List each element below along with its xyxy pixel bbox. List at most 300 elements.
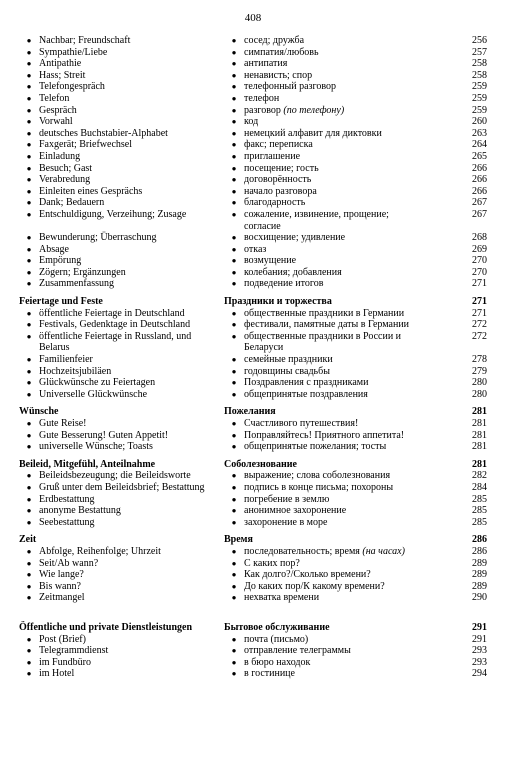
entry-ru-main: Счастливого путешествия! [244,418,359,429]
bullet-icon: ● [26,209,32,219]
entry-de [19,430,224,442]
heading-de-text: Feiertage und Feste [19,296,103,308]
entry-de-text: Telegrammdienst [39,645,109,657]
entry-ru-main: Поправляйтесь! Приятного аппетита! [244,429,405,441]
entry-de-text: Einladung [39,150,81,162]
entry-de [19,197,224,209]
bullet-icon: ● [231,308,237,318]
entry-ru-text [244,116,427,128]
entry-ru-main: выражение; слова соболезнования [244,470,391,482]
entry-ru [224,174,427,186]
entry-page: 266 [472,162,487,174]
bullet-icon: ● [231,546,237,556]
heading-de-text: Wünsche [19,406,59,418]
entry-page: 281 [472,441,487,453]
bullet-icon: ● [26,558,32,568]
entry-ru [224,139,427,151]
bullet-icon: ● [26,471,32,481]
entry-ru-main: начало разговора [244,185,317,197]
entry-ru-main: отправление телеграммы [244,645,351,657]
entry-ru-text [244,470,427,482]
entry-de-text: Besuch; Gast [39,162,93,174]
entry-de [19,558,224,570]
toc-entry [19,278,487,290]
toc-entry [19,81,487,93]
entry-ru [224,255,427,267]
entry-ru-main: факс; переписка [244,139,313,151]
bullet-icon: ● [26,331,32,341]
entry-de-text: Faxgerät; Briefwechsel [39,139,133,151]
entry-ru [224,505,427,517]
entry-de-text: Telefon [39,92,70,104]
toc-entry [19,197,487,209]
entry-ru-text [244,174,427,186]
entry-de [19,174,224,186]
toc-section [19,528,487,604]
heading-ru-text: Время [224,534,253,546]
toc-entry [19,470,487,482]
entry-de [19,58,224,70]
bullet-icon: ● [26,320,32,330]
entry-de-text: Zögern; Ergänzungen [39,266,126,278]
entry-de [19,645,224,657]
entry-page: 260 [472,116,487,128]
entry-ru-main: подпись в конце письма; похороны [244,481,394,493]
toc-entry [19,93,487,105]
toc-entry [19,174,487,186]
entry-ru-main: захоронение в море [244,516,328,528]
entry-page: 263 [472,127,487,139]
bullet-icon: ● [231,70,237,80]
entry-ru-text [244,308,427,320]
bullet-icon: ● [26,47,32,57]
entry-ru-text [244,209,427,232]
toc-entry [19,128,487,140]
entry-de [19,377,224,389]
entry-de [19,209,224,221]
bullet-icon: ● [26,581,32,591]
entry-de-text: Seebestattung [39,516,95,528]
entry-ru [224,634,427,646]
toc-entry [19,255,487,267]
toc-entry [19,482,487,494]
bullet-icon: ● [231,419,237,428]
entry-page: 291 [472,633,487,645]
entry-page: 266 [472,185,487,197]
bullet-icon: ● [231,59,237,69]
entry-ru-text [244,244,427,256]
heading-ru [224,459,427,471]
bullet-icon: ● [26,59,32,69]
entry-ru-text [244,197,427,209]
toc-entry [19,331,487,354]
bullet-icon: ● [231,442,237,452]
entry-ru-main: ненависть; спор [244,69,313,81]
bullet-icon: ● [26,128,32,138]
toc-section [19,453,487,529]
bullet-icon: ● [26,93,32,103]
toc-section [19,400,487,452]
entry-de-text: Wie lange? [39,569,84,581]
heading-ru [224,622,427,634]
entry-page: 285 [472,516,487,528]
entry-de-text: Erdbestattung [39,493,95,505]
toc-entry [19,505,487,517]
entry-ru [224,319,427,331]
entry-de-text: Gute Besserung! Guten Appetit! [39,429,169,441]
bullet-icon: ● [26,517,32,527]
entry-ru-text [244,441,427,453]
bullet-icon: ● [231,186,237,196]
entry-ru [224,70,427,82]
entry-ru [224,657,427,669]
toc-entry [19,163,487,175]
toc-entry [19,209,487,232]
bullet-icon: ● [231,36,237,45]
entry-de [19,93,224,105]
entry-ru-main: в бюро находок [244,656,311,668]
entry-ru-text [244,151,427,163]
entry-de-text: Entschuldigung, Verzeihung; Zusage [39,208,187,220]
entry-de [19,470,224,482]
entry-de [19,546,224,558]
entry-page: 289 [472,557,487,569]
entry-ru [224,81,427,93]
bullet-icon: ● [231,117,237,127]
entry-ru-text [244,163,427,175]
page-number: 408 [244,12,262,24]
entry-de [19,244,224,256]
bullet-icon: ● [231,233,237,243]
entry-ru-text [244,81,427,93]
heading-page: 271 [472,296,487,308]
entry-ru-text [244,430,427,442]
entry-de [19,128,224,140]
bullet-icon: ● [231,355,237,365]
toc-entry [19,657,487,669]
entry-de [19,151,224,163]
bullet-icon: ● [231,128,237,138]
toc-entry [19,232,487,244]
entry-page: 266 [472,174,487,186]
entry-ru [224,58,427,70]
entry-ru-main: отказ [244,243,267,255]
entry-de-text: Universelle Glückwünsche [39,388,148,400]
bullet-icon: ● [26,117,32,127]
entry-ru [224,186,427,198]
entry-page: 259 [472,92,487,104]
bullet-icon: ● [26,175,32,185]
entry-page: 270 [472,255,487,267]
entry-ru-text [244,558,427,570]
entry-ru-text [244,668,427,680]
heading-ru [224,296,427,308]
toc-entry [19,35,487,47]
entry-ru [224,331,427,354]
entry-ru [224,470,427,482]
toc-entry [19,546,487,558]
bullet-icon: ● [231,430,237,440]
entry-ru-text [244,93,427,105]
entry-de-text: anonyme Bestattung [39,505,121,517]
entry-page: 280 [472,388,487,400]
entry-ru-main: телефон [244,92,280,104]
entry-page: 289 [472,569,487,581]
entry-ru-main: семейные праздники [244,354,333,366]
entry-page: 278 [472,354,487,366]
entry-ru-text [244,592,427,604]
entry-ru [224,116,427,128]
entry-de-text: Beileidsbezeugung; die Beileidsworte [39,470,191,482]
entry-page: 285 [472,505,487,517]
section-heading [19,296,487,308]
entry-ru-text [244,128,427,140]
toc-entry [19,645,487,657]
entry-de [19,581,224,593]
entry-de [19,116,224,128]
bullet-icon: ● [26,36,32,45]
entry-ru [224,430,427,442]
heading-page: 281 [472,458,487,470]
entry-de-text: Nachbar; Freundschaft [39,35,131,46]
entry-ru [224,645,427,657]
entry-de-text: Hass; Streit [39,69,86,81]
entry-de [19,418,224,430]
entry-page: 268 [472,232,487,244]
entry-ru-text [244,505,427,517]
entry-page: 257 [472,46,487,58]
entry-ru-main: последовательность; время [244,545,360,557]
entry-ru-main: посещение; гость [244,162,319,174]
bullet-icon: ● [26,378,32,388]
bullet-icon: ● [26,570,32,580]
entry-de-text: im Fundbüro [39,656,91,668]
entry-ru-main: общественные праздники в России и Беларуси [244,330,402,354]
entry-page: 293 [472,645,487,657]
entry-de [19,255,224,267]
entry-de [19,163,224,175]
entry-ru-main: сожаление, извинение, прощение; согласие [244,208,389,232]
entry-de [19,232,224,244]
heading-de-text: Öffentliche und private Dienstleistungen [19,621,193,633]
bullet-icon: ● [231,151,237,161]
entry-ru [224,441,427,453]
entry-page: 258 [472,58,487,70]
entry-ru-main: колебания; добавления [244,266,342,278]
bullet-icon: ● [26,70,32,80]
entry-page: 258 [472,69,487,81]
entry-ru-main: подведение итогов [244,278,324,290]
entry-de [19,186,224,198]
bullet-icon: ● [26,355,32,365]
bullet-icon: ● [231,267,237,277]
entry-ru-text [244,377,427,389]
bullet-icon: ● [26,442,32,452]
section-heading [19,534,487,546]
entry-page: 289 [472,580,487,592]
entry-de [19,366,224,378]
bullet-icon: ● [26,546,32,556]
entry-de [19,441,224,453]
toc-entry [19,494,487,506]
entry-ru-main: До каких пор/К какому времени? [244,580,385,592]
entry-de-text: im Hotel [39,668,75,680]
entry-de-text: Telefongespräch [39,81,105,93]
bullet-icon: ● [26,82,32,92]
bullet-icon: ● [231,657,237,667]
entry-de-text: Dank; Bedauern [39,197,105,209]
entry-ru-main: общественные праздники в Германии [244,307,405,319]
entry-de-text: Absage [39,243,69,255]
entry-ru-main: нехватка времени [244,592,320,604]
entry-de [19,267,224,279]
entry-ru [224,558,427,570]
bullet-icon: ● [26,244,32,254]
entry-de-text: Gruß unter dem Beileidsbrief; Bestattung [39,481,205,493]
entry-ru-text [244,232,427,244]
entry-page: 271 [472,278,487,290]
entry-de [19,505,224,517]
entry-ru-main: годовщины свадьбы [244,365,330,377]
entry-ru-italic: (по телефону) [283,104,345,116]
entry-ru [224,93,427,105]
entry-de-text: Sympathie/Liebe [39,46,108,58]
entry-de [19,517,224,529]
entry-ru-main: договорённость [244,174,312,186]
entry-de-text: Bewunderung; Überraschung [39,232,157,244]
bullet-icon: ● [231,482,237,492]
entry-ru [224,377,427,389]
entry-de [19,139,224,151]
heading-page: 291 [472,621,487,633]
entry-de [19,35,224,47]
bullet-icon: ● [231,517,237,527]
entry-de [19,331,224,354]
entry-ru [224,278,427,290]
toc-entry [19,430,487,442]
entry-page: 281 [472,418,487,429]
toc-entry [19,592,487,604]
toc-entry [19,581,487,593]
toc-entry [19,441,487,453]
entry-de [19,354,224,366]
entry-page: 286 [472,545,487,557]
bullet-icon: ● [231,105,237,115]
entry-ru [224,35,427,47]
entry-page: 272 [472,330,487,342]
entry-ru [224,517,427,529]
toc-entry [19,319,487,331]
entry-ru-text [244,657,427,669]
entry-de [19,81,224,93]
bullet-icon: ● [231,256,237,266]
entry-ru-text [244,139,427,151]
entry-ru [224,232,427,244]
entry-page: 259 [472,81,487,93]
bullet-icon: ● [26,256,32,266]
entry-ru-main: приглашение [244,150,301,162]
entry-ru-text [244,546,427,558]
bullet-icon: ● [231,646,237,656]
toc-entry [19,105,487,117]
bullet-icon: ● [231,163,237,173]
entry-page: 284 [472,481,487,493]
entry-page: 269 [472,243,487,255]
entry-ru-main: антипатия [244,58,288,70]
entry-de [19,105,224,117]
bullet-icon: ● [231,140,237,150]
heading-de-text: Beileid, Mitgefühl, Anteilnahme [19,458,156,470]
bullet-icon: ● [231,634,237,644]
section-spacer [19,604,487,622]
entry-ru-text [244,105,427,117]
entry-ru-text [244,569,427,581]
toc-entry [19,389,487,401]
entry-ru [224,592,427,604]
entry-ru-text [244,482,427,494]
entry-page: 270 [472,266,487,278]
bullet-icon: ● [26,233,32,243]
entry-ru-text [244,35,427,47]
entry-ru-main: возмущение [244,255,297,267]
entry-de-text: Familienfeier [39,354,93,366]
heading-de [19,534,224,546]
bullet-icon: ● [26,494,32,504]
entry-de [19,592,224,604]
entry-ru-text [244,278,427,290]
entry-page: 267 [472,197,487,209]
entry-ru-text [244,418,427,430]
heading-ru-text: Соболезнование [224,458,297,470]
entry-de-text: Empörung [39,255,82,267]
entry-de [19,47,224,59]
bullet-icon: ● [231,82,237,92]
entry-de-text: Einleiten eines Gesprächs [39,185,143,197]
toc-entry [19,139,487,151]
bullet-icon: ● [231,593,237,603]
section-heading [19,622,487,634]
toc-entry [19,354,487,366]
heading-de [19,296,224,308]
bullet-icon: ● [231,320,237,330]
entry-ru-text [244,634,427,646]
entry-ru-text [244,186,427,198]
bullet-icon: ● [231,581,237,591]
bullet-icon: ● [26,669,32,679]
bullet-icon: ● [26,593,32,603]
entry-ru-main: код [244,116,259,128]
entry-de [19,70,224,82]
entry-page: 265 [472,150,487,162]
entry-ru [224,389,427,401]
entry-ru-text [244,366,427,378]
entry-ru-text [244,517,427,529]
heading-de [19,459,224,471]
entry-page: 264 [472,139,487,151]
toc-entry [19,366,487,378]
toc-entry [19,668,487,680]
entry-de-text: Abfolge, Reihenfolge; Uhrzeit [39,545,161,557]
bullet-icon: ● [26,198,32,208]
bullet-icon: ● [231,558,237,568]
entry-de [19,569,224,581]
entry-de-text: deutsches Buchstabier-Alphabet [39,127,168,139]
bullet-icon: ● [231,669,237,679]
bullet-icon: ● [26,634,32,644]
heading-de-text: Zeit [19,534,37,546]
entry-ru-text [244,255,427,267]
bullet-icon: ● [231,47,237,57]
